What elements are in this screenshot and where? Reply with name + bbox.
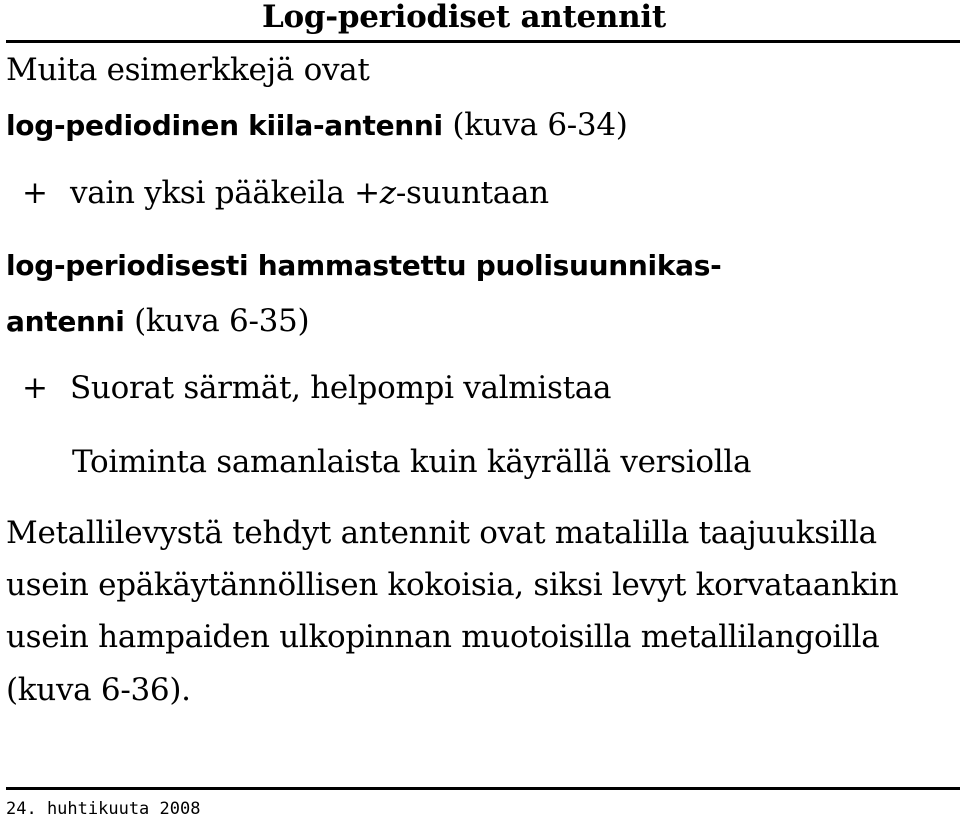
item2-name-line1: log-periodisesti hammastettu puolisuunnikas-	[6, 249, 722, 282]
plus-icon: +	[22, 175, 48, 211]
footer-date: 24. huhtikuuta 2008	[6, 799, 201, 819]
item2-plus-line	[22, 369, 611, 407]
item1-name: log-pediodinen kiila-antenni	[6, 109, 443, 142]
item1-plus-pre: vain yksi pääkeila +	[70, 175, 380, 211]
title-divider	[6, 40, 960, 43]
item2-name-line2: antenni	[6, 305, 125, 338]
item2-plus-text: Suorat särmät, helpompi valmistaa	[70, 370, 612, 406]
paragraph-line-4: (kuva 6-36).	[6, 672, 191, 708]
item1-plus-line	[22, 174, 549, 212]
item1-heading	[6, 106, 628, 145]
item2-heading-line1	[6, 246, 721, 285]
intro-text: Muita esimerkkejä ovat	[6, 52, 370, 88]
item2-note: Toiminta samanlaista kuin käyrällä versiolla	[72, 444, 752, 480]
item1-plus-post: -suuntaan	[395, 175, 549, 211]
plus-icon: +	[22, 370, 48, 406]
paragraph-line-2: usein epäkäytännöllisen kokoisia, siksi levyt korvataankin	[6, 567, 899, 603]
item2-heading-line2	[6, 302, 309, 341]
paragraph-line-3: usein hampaiden ulkopinnan muotoisilla metallilangoilla	[6, 619, 880, 655]
item1-plus-var: z	[379, 175, 396, 211]
page-title: Log-periodiset antennit	[262, 0, 666, 35]
item1-ref: (kuva 6-34)	[452, 107, 628, 143]
footer-divider	[6, 787, 960, 790]
paragraph-line-1: Metallilevystä tehdyt antennit ovat matalilla taajuuksilla	[6, 515, 877, 551]
item2-ref: (kuva 6-35)	[134, 303, 310, 339]
